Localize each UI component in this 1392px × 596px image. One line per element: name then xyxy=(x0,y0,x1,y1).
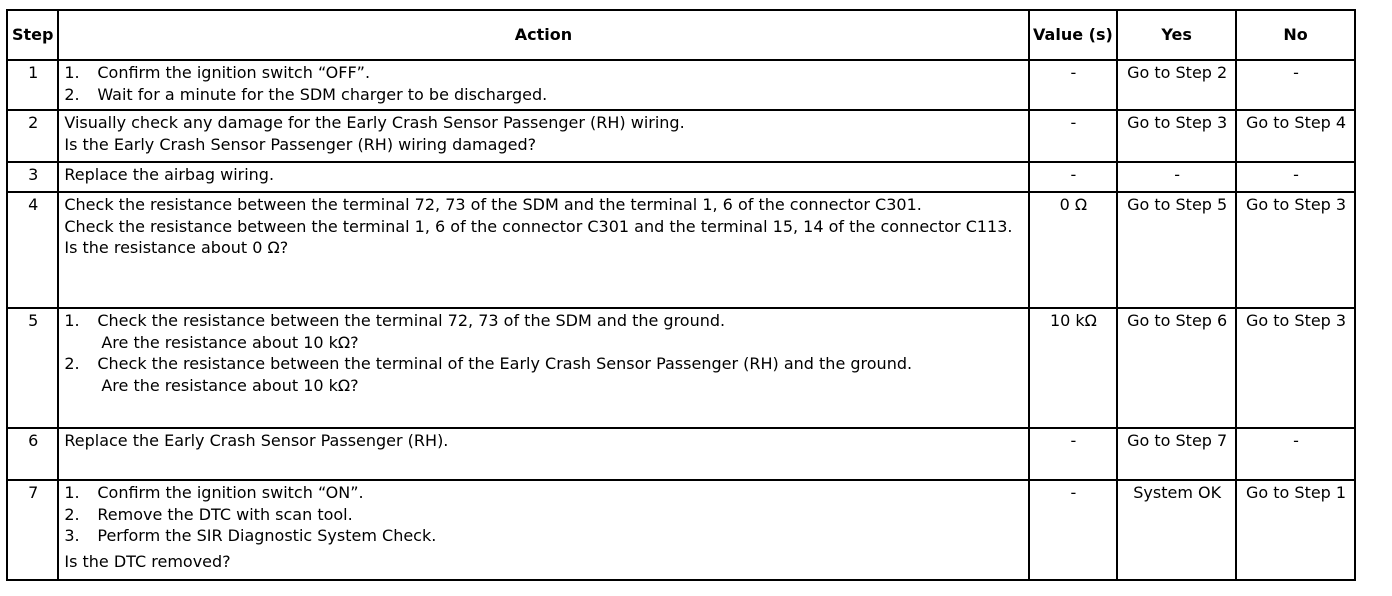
action-line: Check the resistance between the terminal 72, 73 of the SDM and the terminal 1, 6 of the connector C301. xyxy=(64,195,922,214)
no-cell: - xyxy=(1237,163,1354,191)
header-value: Value (s) xyxy=(1030,11,1117,59)
header-step: Step xyxy=(8,11,57,59)
action-line: Replace the airbag wiring. xyxy=(64,165,275,184)
step-cell: 6 xyxy=(8,429,57,479)
list-number: 1. xyxy=(64,311,80,330)
list-subtext: Are the resistance about 10 kΩ? xyxy=(101,332,359,352)
table-body xyxy=(8,61,1354,579)
action-line: Is the Early Crash Sensor Passenger (RH) wiring damaged? xyxy=(64,134,537,154)
action-list xyxy=(64,62,1023,105)
no-cell: - xyxy=(1237,429,1354,479)
action-line: Check the resistance between the terminal 1, 6 of the connector C301 and the terminal 15, 14 of the connector C113. xyxy=(64,216,1013,236)
yes-cell: Go to Step 7 xyxy=(1118,429,1235,479)
yes-cell: Go to Step 2 xyxy=(1118,61,1235,109)
value-cell: 10 kΩ xyxy=(1030,309,1117,427)
action-list xyxy=(64,482,1023,547)
list-text: Check the resistance between the terminal 72, 73 of the SDM and the ground. xyxy=(97,311,726,330)
no-cell: Go to Step 4 xyxy=(1237,111,1354,161)
value-cell: - xyxy=(1030,111,1117,161)
step-cell: 1 xyxy=(8,61,57,109)
list-number: 1. xyxy=(64,483,80,502)
action-list-item xyxy=(64,525,1023,547)
value-cell: - xyxy=(1030,481,1117,579)
yes-cell: Go to Step 5 xyxy=(1118,193,1235,307)
no-cell: Go to Step 3 xyxy=(1237,309,1354,427)
list-text: Wait for a minute for the SDM charger to be discharged. xyxy=(97,84,548,104)
header-row xyxy=(8,11,1354,59)
diagnostic-table xyxy=(6,9,1356,581)
table-row xyxy=(8,61,1354,109)
no-cell: Go to Step 1 xyxy=(1237,481,1354,579)
action-list-item xyxy=(64,482,1023,504)
action-cell xyxy=(59,193,1027,307)
action-cell xyxy=(59,61,1027,109)
list-number: 3. xyxy=(64,526,80,546)
step-cell: 2 xyxy=(8,111,57,161)
value-cell: - xyxy=(1030,61,1117,109)
action-question: Is the DTC removed? xyxy=(64,551,231,571)
list-text: Check the resistance between the terminal of the Early Crash Sensor Passenger (RH) and the ground. xyxy=(97,354,913,374)
action-list-item xyxy=(64,84,1023,106)
list-number: 2. xyxy=(64,84,80,104)
table-row xyxy=(8,481,1354,579)
yes-cell: Go to Step 6 xyxy=(1118,309,1235,427)
step-cell: 4 xyxy=(8,193,57,307)
action-cell xyxy=(59,429,1027,479)
no-cell: Go to Step 3 xyxy=(1237,193,1354,307)
header-action: Action xyxy=(59,11,1027,59)
action-cell xyxy=(59,111,1027,161)
action-list-item xyxy=(64,353,1023,396)
step-cell: 7 xyxy=(8,481,57,579)
step-cell: 5 xyxy=(8,309,57,427)
list-text: Remove the DTC with scan tool. xyxy=(97,504,353,524)
action-cell xyxy=(59,481,1027,579)
table-row xyxy=(8,309,1354,427)
table-row xyxy=(8,193,1354,307)
list-number: 2. xyxy=(64,504,80,524)
yes-cell: - xyxy=(1118,163,1235,191)
list-number: 2. xyxy=(64,354,80,374)
yes-cell: Go to Step 3 xyxy=(1118,111,1235,161)
header-no: No xyxy=(1237,11,1354,59)
action-cell xyxy=(59,163,1027,191)
table-row xyxy=(8,429,1354,479)
value-cell: - xyxy=(1030,429,1117,479)
action-cell xyxy=(59,309,1027,427)
list-number: 1. xyxy=(64,63,80,82)
yes-cell: System OK xyxy=(1118,481,1235,579)
value-cell: - xyxy=(1030,163,1117,191)
list-text: Confirm the ignition switch “OFF”. xyxy=(97,63,371,82)
action-line: Visually check any damage for the Early Crash Sensor Passenger (RH) wiring. xyxy=(64,113,685,132)
list-text: Confirm the ignition switch “ON”. xyxy=(97,483,364,502)
action-list xyxy=(64,310,1023,396)
action-list-item xyxy=(64,504,1023,526)
action-list-item xyxy=(64,62,1023,84)
step-cell: 3 xyxy=(8,163,57,191)
table-row xyxy=(8,163,1354,191)
header-yes: Yes xyxy=(1118,11,1235,59)
value-cell: 0 Ω xyxy=(1030,193,1117,307)
list-text: Perform the SIR Diagnostic System Check. xyxy=(97,526,437,546)
action-line: Replace the Early Crash Sensor Passenger (RH). xyxy=(64,431,449,450)
table-row xyxy=(8,111,1354,161)
action-line: Is the resistance about 0 Ω? xyxy=(64,238,289,258)
list-subtext: Are the resistance about 10 kΩ? xyxy=(101,375,359,395)
no-cell: - xyxy=(1237,61,1354,109)
action-list-item xyxy=(64,310,1023,353)
